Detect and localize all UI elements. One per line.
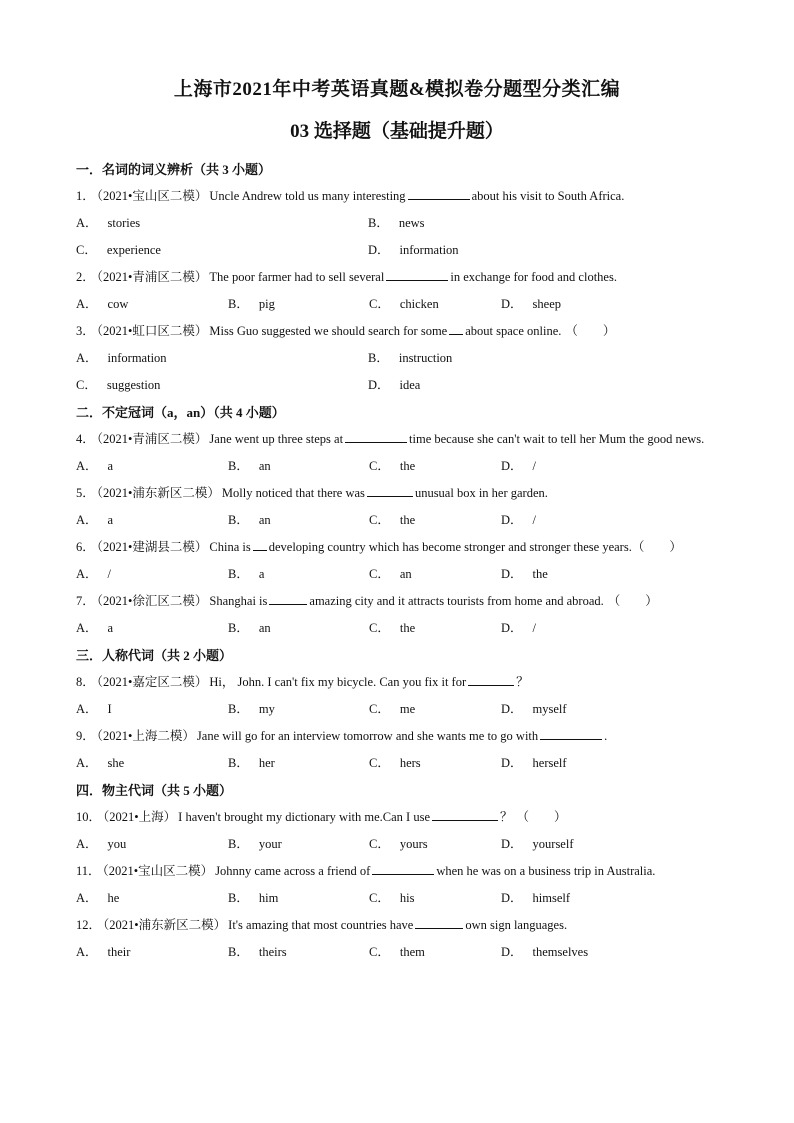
option-a — [76, 939, 130, 966]
option-letter: A． — [76, 837, 98, 851]
option-letter: A． — [76, 459, 98, 473]
option-text: pig — [258, 297, 275, 311]
option-d — [501, 507, 536, 534]
option-text: their — [107, 945, 131, 959]
option-text: an — [258, 621, 271, 635]
option-text: a — [258, 567, 265, 581]
question-stem — [76, 534, 720, 561]
answer-blank — [540, 726, 602, 740]
option-text: herself — [532, 756, 567, 770]
option-text: cow — [107, 297, 129, 311]
answer-blank — [253, 537, 267, 551]
question-text-before: China is — [209, 540, 251, 554]
question-number: 3． — [76, 324, 95, 338]
option-text: / — [107, 567, 112, 581]
option-text: / — [532, 513, 537, 527]
question-list — [76, 156, 720, 966]
option-text: suggestion — [106, 378, 161, 392]
question-source: （2021•虹口区二模） — [96, 324, 208, 338]
option-b — [228, 831, 282, 858]
question-text-before: Miss Guo suggested we should search for some — [209, 324, 448, 338]
answer-blank — [372, 861, 434, 875]
option-d — [501, 453, 536, 480]
question-text-after: ？ — [516, 675, 529, 689]
option-b — [228, 561, 264, 588]
option-b — [368, 345, 452, 372]
option-text: an — [258, 459, 271, 473]
option-text: an — [399, 567, 412, 581]
option-letter: A． — [76, 756, 98, 770]
option-text: the — [399, 459, 416, 473]
option-c — [369, 939, 425, 966]
option-c — [76, 237, 161, 264]
option-letter: C． — [76, 378, 97, 392]
option-text: you — [107, 837, 127, 851]
question-number: 11． — [76, 864, 101, 878]
option-c — [369, 885, 414, 912]
title-block — [0, 76, 794, 146]
option-text: I — [107, 702, 112, 716]
option-c — [369, 831, 428, 858]
options-row — [76, 831, 720, 858]
option-letter: B． — [228, 837, 249, 851]
question-source: （2021•青浦区二模） — [96, 270, 208, 284]
option-text: the — [532, 567, 548, 581]
option-letter: A． — [76, 567, 98, 581]
question-number: 2． — [76, 270, 95, 284]
option-text: yourself — [532, 837, 574, 851]
page-title: 上海市2021年中考英语真题&模拟卷分题型分类汇编 — [173, 79, 621, 100]
option-letter: C． — [369, 621, 390, 635]
option-c — [369, 453, 415, 480]
question-text-before: Jane will go for an interview tomorrow and she wants me to go with — [196, 729, 539, 743]
option-d — [501, 615, 536, 642]
options-row — [76, 750, 720, 777]
option-letter: C． — [369, 837, 390, 851]
answer-blank — [449, 321, 463, 335]
option-b — [228, 507, 271, 534]
option-letter: B． — [228, 756, 249, 770]
question-stem — [76, 669, 720, 696]
question-stem — [76, 804, 720, 831]
option-d — [501, 561, 548, 588]
option-d — [368, 237, 459, 264]
options-row — [76, 939, 720, 966]
option-letter: A． — [76, 621, 98, 635]
option-text: / — [532, 459, 537, 473]
option-letter: C． — [369, 702, 390, 716]
option-letter: D． — [368, 243, 390, 257]
question-source: （2021•嘉定区二模） — [96, 675, 208, 689]
question-source: （2021•上海） — [103, 810, 177, 824]
question-number: 10． — [76, 810, 102, 824]
option-d — [501, 750, 567, 777]
option-text: chicken — [399, 297, 439, 311]
option-letter: C． — [76, 243, 97, 257]
option-text: an — [258, 513, 271, 527]
option-letter: B． — [228, 513, 249, 527]
question-source: （2021•宝山区二模） — [96, 189, 208, 203]
option-b — [228, 885, 278, 912]
question-text-before: I haven't brought my dictionary with me.Can I use — [178, 810, 431, 824]
option-text: information — [107, 351, 167, 365]
question-text-after: ？ — [500, 810, 513, 824]
option-letter: A． — [76, 351, 98, 365]
option-b — [228, 291, 275, 318]
question-text-before: Jane went up three steps at — [209, 432, 344, 446]
option-letter: A． — [76, 945, 98, 959]
option-b — [228, 750, 275, 777]
option-text: a — [107, 621, 114, 635]
question-stem — [76, 318, 720, 345]
answer-parentheses: （ ） — [516, 810, 567, 824]
question-stem — [76, 858, 720, 885]
option-c — [369, 561, 412, 588]
option-letter: B． — [228, 297, 249, 311]
option-letter: A． — [76, 702, 98, 716]
answer-blank — [386, 267, 448, 281]
option-text: the — [399, 621, 416, 635]
question-text-before: Johnny came across a friend of — [215, 864, 371, 878]
option-letter: C． — [369, 459, 390, 473]
question-source: （2021•建湖县二模） — [96, 540, 208, 554]
answer-blank — [367, 483, 413, 497]
option-text: he — [107, 891, 120, 905]
option-b — [228, 453, 271, 480]
option-c — [369, 291, 439, 318]
question-source: （2021•上海二模） — [96, 729, 195, 743]
question-text-before: It's amazing that most countries have — [228, 918, 414, 932]
question-text-after: own sign languages. — [465, 918, 568, 932]
options-row — [76, 885, 720, 912]
option-b — [228, 615, 271, 642]
question-number: 5． — [76, 486, 95, 500]
option-text: theirs — [258, 945, 287, 959]
answer-blank — [432, 807, 498, 821]
question-source: （2021•宝山区二模） — [102, 864, 214, 878]
question-source: （2021•青浦区二模） — [96, 432, 208, 446]
option-text: a — [107, 459, 114, 473]
options-row — [76, 291, 720, 318]
option-c — [369, 696, 415, 723]
answer-parentheses: （ ） — [565, 324, 616, 338]
option-b — [228, 696, 275, 723]
section-heading: 二．不定冠词（a，an）（共 4 小题） — [76, 405, 285, 420]
question-stem — [76, 588, 720, 615]
question-stem — [76, 264, 720, 291]
option-letter: D． — [501, 756, 523, 770]
option-text: yours — [399, 837, 428, 851]
answer-blank — [468, 672, 514, 686]
question-text-after: time because she can't wait to tell her Mum the good news. — [409, 432, 705, 446]
question-stem — [76, 480, 720, 507]
option-letter: B． — [228, 702, 249, 716]
option-d — [501, 885, 570, 912]
options-row — [76, 615, 720, 642]
question-source: （2021•徐汇区二模） — [96, 594, 208, 608]
option-letter: A． — [76, 216, 98, 230]
question-number: 9． — [76, 729, 95, 743]
option-letter: D． — [501, 891, 523, 905]
option-text: sheep — [532, 297, 561, 311]
option-a — [76, 507, 113, 534]
question-source: （2021•浦东新区二模） — [96, 486, 220, 500]
options-row — [76, 345, 720, 372]
question-stem — [76, 723, 720, 750]
question-text-after: unusual box in her garden. — [414, 486, 548, 500]
question-stem — [76, 183, 720, 210]
option-d — [501, 291, 561, 318]
option-letter: D． — [501, 621, 523, 635]
option-text: them — [399, 945, 425, 959]
question-text-before: Uncle Andrew told us many interesting — [209, 189, 406, 203]
question-text-after: developing country which has become stronger and stronger these years.（ ） — [268, 540, 682, 554]
option-text: my — [258, 702, 275, 716]
question-number: 8． — [76, 675, 95, 689]
option-text: the — [399, 513, 416, 527]
option-letter: A． — [76, 891, 98, 905]
page-subtitle: 03 选择题（基础提升题） — [290, 121, 504, 142]
option-letter: C． — [369, 945, 390, 959]
option-text: stories — [107, 216, 141, 230]
question-number: 12． — [76, 918, 102, 932]
question-stem — [76, 912, 720, 939]
option-text: myself — [532, 702, 567, 716]
question-text-after: amazing city and it attracts tourists from home and abroad. — [309, 594, 604, 608]
option-c — [76, 372, 160, 399]
option-a — [76, 561, 111, 588]
option-letter: A． — [76, 513, 98, 527]
option-letter: C． — [369, 297, 390, 311]
question-text-before: Hi， John. I can't fix my bicycle. Can you fix it for — [209, 675, 467, 689]
option-letter: D． — [501, 837, 523, 851]
question-source: （2021•浦东新区二模） — [103, 918, 227, 932]
option-text: / — [532, 621, 537, 635]
option-a — [76, 210, 140, 237]
option-a — [76, 615, 113, 642]
option-letter: D． — [501, 513, 523, 527]
option-text: experience — [106, 243, 161, 257]
option-a — [76, 885, 119, 912]
option-c — [369, 507, 415, 534]
option-a — [76, 345, 167, 372]
options-row — [76, 561, 720, 588]
option-letter: C． — [369, 567, 390, 581]
option-text: him — [258, 891, 279, 905]
question-text-before: The poor farmer had to sell several — [209, 270, 385, 284]
options-row — [76, 237, 720, 264]
option-c — [369, 615, 415, 642]
question-number: 6． — [76, 540, 95, 554]
options-row — [76, 453, 720, 480]
option-text: hers — [399, 756, 421, 770]
option-text: his — [399, 891, 415, 905]
question-number: 7． — [76, 594, 95, 608]
option-d — [501, 939, 588, 966]
option-letter: B． — [228, 891, 249, 905]
option-c — [369, 750, 421, 777]
option-letter: B． — [228, 459, 249, 473]
option-text: instruction — [398, 351, 453, 365]
option-text: her — [258, 756, 275, 770]
option-b — [228, 939, 287, 966]
option-letter: D． — [501, 945, 523, 959]
option-text: your — [258, 837, 282, 851]
answer-blank — [345, 429, 407, 443]
option-a — [76, 696, 112, 723]
option-letter: A． — [76, 297, 98, 311]
section-heading: 三．人称代词（共 2 小题） — [76, 648, 233, 663]
option-letter: B． — [228, 945, 249, 959]
option-letter: B． — [228, 567, 249, 581]
question-text-after: about his visit to South Africa. — [471, 189, 625, 203]
option-letter: D． — [501, 459, 523, 473]
section-heading: 一．名词的词义辨析（共 3 小题） — [76, 162, 272, 177]
option-a — [76, 291, 128, 318]
option-a — [76, 831, 126, 858]
option-letter: B． — [228, 621, 249, 635]
option-letter: D． — [368, 378, 390, 392]
options-row — [76, 372, 720, 399]
question-number: 1． — [76, 189, 95, 203]
question-text-before: Molly noticed that there was — [221, 486, 365, 500]
section-heading: 四．物主代词（共 5 小题） — [76, 783, 233, 798]
answer-blank — [408, 186, 470, 200]
option-text: me — [399, 702, 416, 716]
option-letter: C． — [369, 513, 390, 527]
answer-parentheses: （ ） — [607, 594, 658, 608]
option-text: idea — [399, 378, 421, 392]
option-text: themselves — [532, 945, 589, 959]
option-a — [76, 750, 124, 777]
option-d — [501, 831, 574, 858]
question-text-after: when he was on a business trip in Australia. — [436, 864, 656, 878]
option-text: a — [107, 513, 114, 527]
options-row — [76, 696, 720, 723]
option-letter: B． — [368, 216, 389, 230]
option-d — [368, 372, 420, 399]
question-text-after: . — [604, 729, 608, 743]
answer-blank — [269, 591, 307, 605]
option-text: she — [107, 756, 125, 770]
option-letter: C． — [369, 891, 390, 905]
option-letter: D． — [501, 297, 523, 311]
option-letter: C． — [369, 756, 390, 770]
options-row — [76, 210, 720, 237]
option-letter: D． — [501, 702, 523, 716]
options-row — [76, 507, 720, 534]
option-text: himself — [532, 891, 571, 905]
option-letter: B． — [368, 351, 389, 365]
question-text-after: in exchange for food and clothes. — [450, 270, 617, 284]
question-number: 4． — [76, 432, 95, 446]
option-d — [501, 696, 567, 723]
question-stem — [76, 426, 720, 453]
option-letter: D． — [501, 567, 523, 581]
answer-blank — [415, 915, 463, 929]
option-b — [368, 210, 425, 237]
option-a — [76, 453, 113, 480]
question-text-before: Shanghai is — [209, 594, 268, 608]
option-text: news — [398, 216, 425, 230]
option-text: information — [399, 243, 459, 257]
question-text-after: about space online. — [465, 324, 562, 338]
